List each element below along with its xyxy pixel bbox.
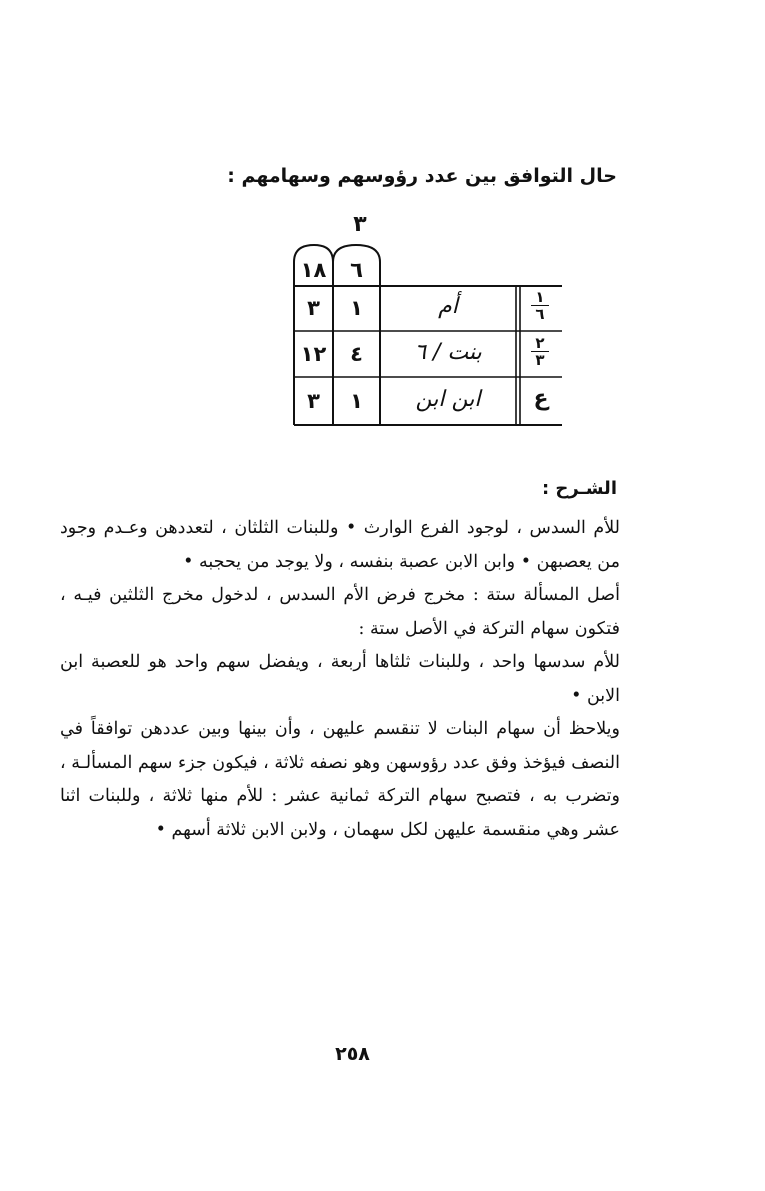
explanation-title: الشـرح :	[541, 478, 617, 499]
table-grid-lines	[0, 0, 765, 440]
row-1-corrected: ٣	[307, 296, 320, 320]
row-3-residuary-mark: ع	[533, 386, 549, 411]
section-heading: حال التوافق بين عدد رؤوسهم وسهامهم :	[227, 165, 617, 187]
row-3-original: ١	[350, 389, 363, 413]
row-3-corrected: ٣	[307, 389, 320, 413]
row-2-heir: بنت / ٦	[414, 340, 482, 365]
row-1-share-fraction	[522, 290, 558, 322]
row-1-fraction-denominator: ٦	[535, 305, 545, 323]
multiplier-value: ٣	[353, 212, 367, 237]
corrected-base: ١٨	[300, 258, 327, 282]
paragraph-3: للأم سدسها واحد ، وللبنات ثلثاها أربعة ، ويفضل سهم واحد هو للعصبة ابن الابن •	[60, 652, 620, 706]
row-2-fraction-denominator: ٣	[535, 351, 545, 369]
row-2-original: ٤	[350, 342, 363, 366]
original-base: ٦	[350, 258, 363, 282]
row-2-corrected: ١٢	[300, 342, 327, 366]
paragraph-4: ويلاحظ أن سهام البنات لا تنقسم عليهن ، وأن بينها وبين عددهن توافقاً في النصف فيؤخذ وفق عدد رؤوسهن وهو نصفه ثلاثة ، فيكون جزء سهم المسألـة ، وتضرب به ، فتصبح سهام التركة ثمانية عشر : للأم منها ثلاثة ، وللبنات اثنا عشر وهي منقسمة عليهن لكل سهمان ، ولابن الابن ثلاثة أسهم •	[60, 719, 620, 840]
row-3-heir: ابن ابن	[415, 387, 481, 412]
paragraph-1: للأم السدس ، لوجود الفرع الوارث • وللبنات الثلثان ، لتعددهن وعـدم وجود من يعصبهن • وابن الابن عصبة بنفسه ، ولا يوجد من يحجبه •	[60, 518, 620, 572]
explanation-body	[60, 512, 620, 847]
row-2-share-fraction	[522, 336, 558, 368]
row-1-original: ١	[350, 296, 363, 320]
row-1-fraction-numerator: ١	[531, 290, 549, 306]
paragraph-2: أصل المسألة ستة : مخرج فرض الأم السدس ، لدخول مخرج الثلثين فيـه ، فتكون سهام التركة في الأصل ستة :	[60, 585, 620, 639]
page-number: ٢٥٨	[335, 1043, 370, 1065]
row-2-fraction-numerator: ٢	[531, 336, 549, 352]
row-1-heir: أم	[438, 294, 458, 319]
